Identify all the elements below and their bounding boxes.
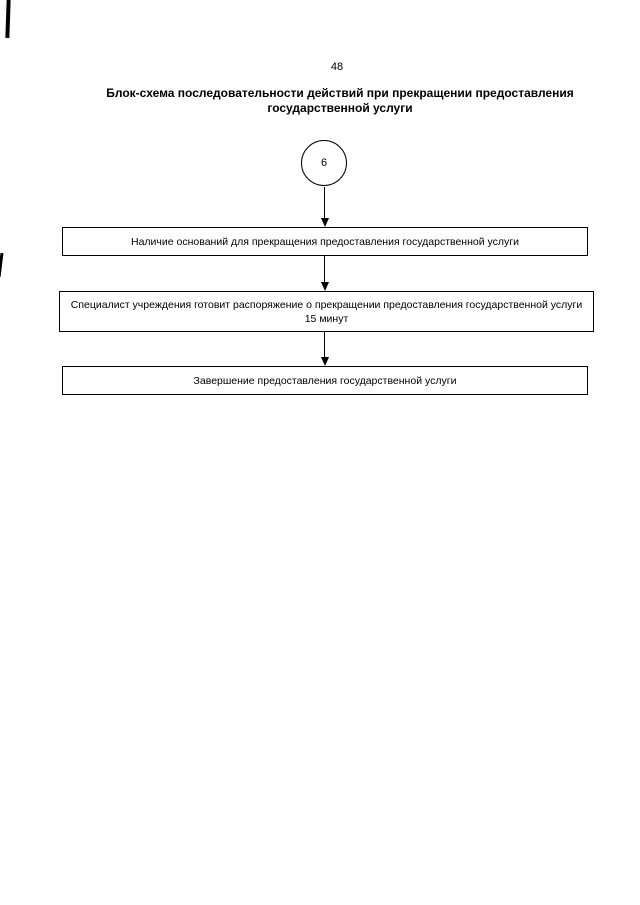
arrow-shaft <box>324 332 325 357</box>
title-line-2: государственной услуги <box>267 101 413 115</box>
flow-arrow-3 <box>320 332 329 366</box>
flow-step-completion-label: Завершение предоставления государственной услуги <box>193 374 457 387</box>
flow-arrow-1 <box>320 187 329 227</box>
arrow-shaft <box>324 256 325 282</box>
scan-artifact-left-edge <box>0 253 3 277</box>
flow-step-grounds-label: Наличие оснований для прекращения предоставления государственной услуги <box>131 235 519 248</box>
flow-step-completion <box>62 366 588 395</box>
flowchart-connector-circle <box>301 140 347 186</box>
page-number: 48 <box>330 61 344 73</box>
flow-step-order-duration: 15 минут <box>304 312 349 325</box>
page-title <box>40 86 640 116</box>
arrow-head-icon <box>321 218 329 227</box>
scan-artifact-top-left <box>5 0 10 38</box>
flow-step-grounds <box>62 227 588 256</box>
arrow-shaft <box>324 187 325 218</box>
connector-label: 6 <box>320 157 328 169</box>
flow-arrow-2 <box>320 256 329 291</box>
flow-step-order <box>59 291 594 332</box>
flow-step-order-label: Специалист учреждения готовит распоряжение о прекращении предоставления государственной услуги <box>70 298 583 311</box>
arrow-head-icon <box>321 282 329 291</box>
arrow-head-icon <box>321 357 329 366</box>
title-line-1: Блок-схема последовательности действий при прекращении предоставления <box>106 86 574 100</box>
